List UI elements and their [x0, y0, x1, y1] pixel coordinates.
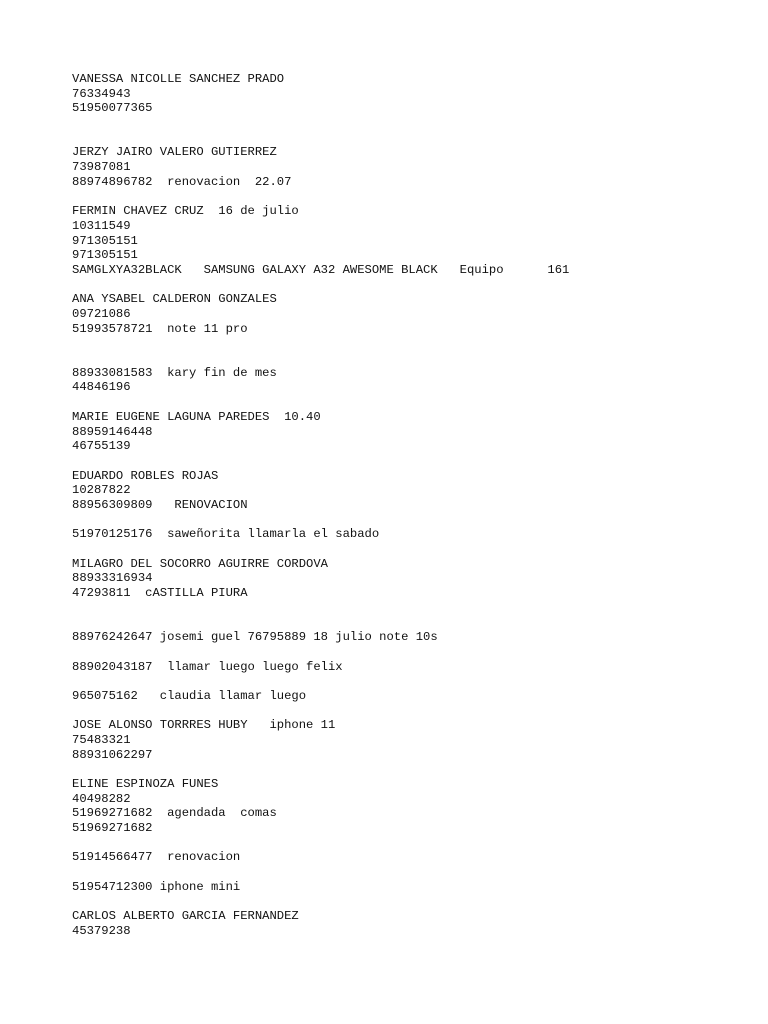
text-line [72, 513, 752, 528]
text-line: FERMIN CHAVEZ CRUZ 16 de julio [72, 204, 299, 219]
text-line [72, 542, 752, 557]
text-line: 88902043187 llamar luego luego felix [72, 659, 343, 674]
text-line: 75483321 [72, 732, 131, 747]
text-line: 971305151 [72, 233, 138, 248]
text-line [72, 601, 752, 616]
text-line: 73987081 [72, 160, 131, 175]
text-line: 88956309809 RENOVACION [72, 497, 248, 512]
text-line: 46755139 [72, 439, 131, 454]
text-line [72, 395, 752, 410]
text-line: 47293811 cASTILLA PIURA [72, 586, 248, 601]
text-line: 51954712300 iphone mini [72, 879, 241, 894]
text-line: 51969271682 agendada comas [72, 806, 277, 821]
text-line [72, 895, 752, 910]
text-line: 971305151 [72, 248, 138, 263]
text-line [72, 278, 752, 293]
text-line: 51914566477 renovacion [72, 850, 241, 865]
text-line: 88959146448 [72, 424, 153, 439]
text-line: CARLOS ALBERTO GARCIA FERNANDEZ [72, 909, 299, 924]
text-line [72, 645, 752, 660]
text-line: 51993578721 note 11 pro [72, 321, 248, 336]
text-line: 51970125176 saweñorita llamarla el sabado [72, 527, 380, 542]
text-line: MARIE EUGENE LAGUNA PAREDES 10.40 [72, 409, 321, 424]
text-line: JOSE ALONSO TORRRES HUBY iphone 11 [72, 718, 336, 733]
text-line [72, 454, 752, 469]
text-line [72, 865, 752, 880]
text-line: 51950077365 [72, 101, 153, 116]
document-body [72, 72, 752, 939]
text-line: 88974896782 renovacion 22.07 [72, 174, 292, 189]
text-line: ANA YSABEL CALDERON GONZALES [72, 292, 277, 307]
text-line: 44846196 [72, 380, 131, 395]
text-line [72, 116, 752, 131]
text-line: 88933081583 kary fin de mes [72, 365, 277, 380]
text-line: MILAGRO DEL SOCORRO AGUIRRE CORDOVA [72, 556, 328, 571]
text-line: 965075162 claudia llamar luego [72, 688, 307, 703]
text-line [72, 351, 752, 366]
text-line: VANESSA NICOLLE SANCHEZ PRADO [72, 72, 285, 86]
text-line: 45379238 [72, 923, 131, 938]
text-line [72, 836, 752, 851]
text-line: 10311549 [72, 218, 131, 233]
text-line: SAMGLXYA32BLACK SAMSUNG GALAXY A32 AWESOME BLACK Equipo 161 [72, 262, 570, 277]
text-line [72, 131, 752, 146]
text-line [72, 615, 752, 630]
text-line: 10287822 [72, 483, 131, 498]
text-line: 09721086 [72, 307, 131, 321]
text-line: 51969271682 [72, 821, 153, 836]
text-line: ELINE ESPINOZA FUNES [72, 777, 219, 791]
text-line: 88931062297 [72, 747, 153, 762]
text-line [72, 336, 752, 351]
text-line: 40498282 [72, 791, 131, 806]
text-line [72, 674, 752, 689]
text-line: EDUARDO ROBLES ROJAS [72, 468, 219, 483]
text-line: 88933316934 [72, 571, 153, 586]
text-line [72, 190, 752, 205]
text-line: 88976242647 josemi guel 76795889 18 julio note 10s [72, 630, 438, 645]
text-line [72, 704, 752, 719]
text-line: JERZY JAIRO VALERO GUTIERREZ [72, 145, 277, 160]
text-line: 76334943 [72, 86, 131, 101]
text-line [72, 762, 752, 777]
